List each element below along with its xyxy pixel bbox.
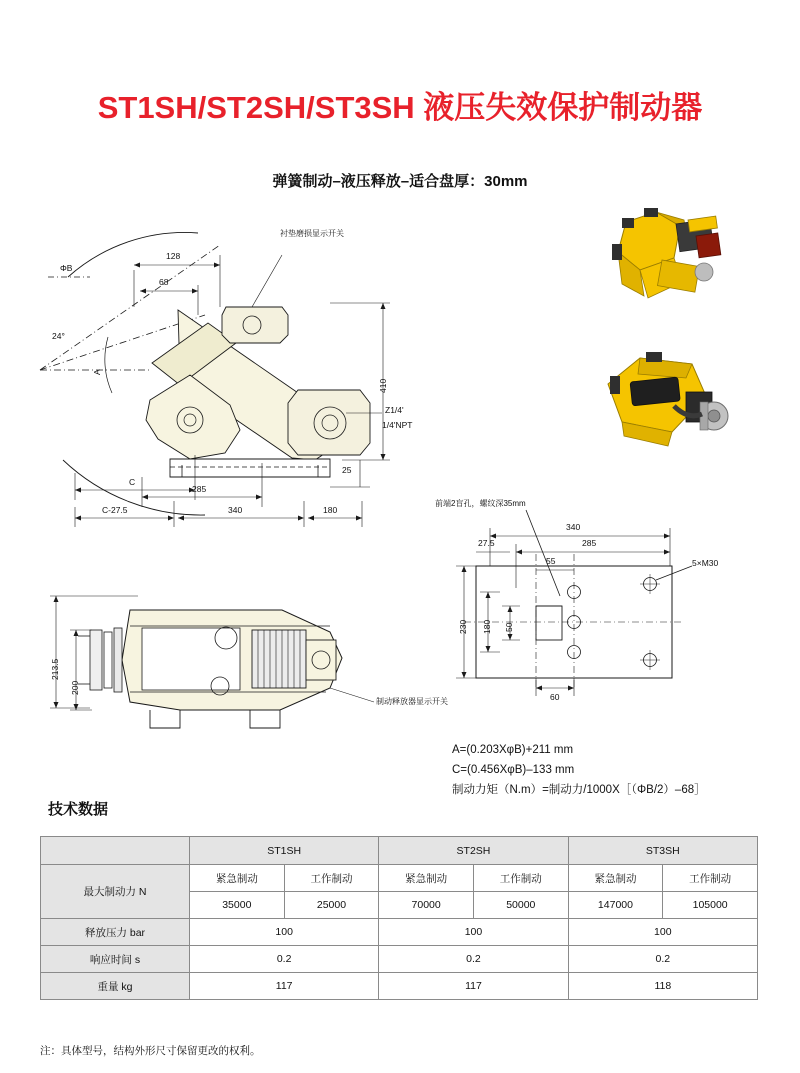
- table-row: [41, 919, 758, 946]
- value-st3sh-service: 105000: [663, 892, 758, 919]
- dim-25: 25: [342, 465, 352, 475]
- main-drawing: [30, 215, 450, 535]
- label-npt-bottom: 1/4'NPT: [382, 420, 413, 430]
- dim-mount-180: 180: [482, 619, 492, 634]
- tech-data-table: [40, 836, 758, 1000]
- dim-180: 180: [323, 505, 338, 515]
- dim-mount-50: 50: [504, 622, 514, 632]
- label-npt-top: Z1/4': [385, 405, 404, 415]
- label-pad-wear-switch: 衬垫磨损显示开关: [280, 229, 344, 238]
- mode-st2sh-service: 工作制动: [473, 865, 568, 892]
- product-photo-top: [588, 200, 738, 320]
- mode-st3sh-emergency: 紧急制动: [568, 865, 663, 892]
- mode-st1sh-service: 工作制动: [284, 865, 379, 892]
- value-st2sh-service: 50000: [473, 892, 568, 919]
- dim-mount-55: 55: [546, 556, 556, 566]
- mounting-pattern-drawing: [435, 488, 770, 708]
- label-release-switch: 制动释放器显示开关: [376, 697, 448, 706]
- label-blind-hole: 前端2盲孔，螺纹深35mm: [435, 499, 526, 508]
- footer-note: 注：具体型号，结构外形尺寸保留更改的权利。: [40, 1045, 261, 1057]
- row-label-weight: 重量 kg: [41, 973, 190, 1000]
- header-blank: [41, 837, 190, 865]
- value-st1sh-emergency: 35000: [190, 892, 285, 919]
- value-response-time-st1sh: 0.2: [190, 946, 379, 973]
- header-st1sh: ST1SH: [190, 837, 379, 865]
- dim-68: 68: [159, 277, 169, 287]
- value-release-pressure-st2sh: 100: [379, 919, 568, 946]
- value-st2sh-emergency: 70000: [379, 892, 474, 919]
- value-release-pressure-st1sh: 100: [190, 919, 379, 946]
- formula-torque: 制动力矩（N.m）=制动力/1000X［（ΦB/2）–68］: [452, 784, 706, 796]
- dim-angle-24: 24°: [52, 331, 65, 341]
- table-row: [41, 865, 758, 892]
- dim-213-5: 213.5: [50, 658, 60, 680]
- page-subtitle: 弹簧制动–液压释放–适合盘厚：30mm: [272, 173, 528, 190]
- product-photo-bottom: [588, 336, 738, 466]
- table-row: [41, 973, 758, 1000]
- header-st3sh: ST3SH: [568, 837, 757, 865]
- dim-c: C: [129, 477, 136, 487]
- value-weight-st2sh: 117: [379, 973, 568, 1000]
- label-5xm30: 5×M30: [692, 558, 719, 568]
- formula-a: A=(0.203XφB)+211 mm: [452, 744, 574, 756]
- row-label-release-pressure: 释放压力 bar: [41, 919, 190, 946]
- dim-phi-b: ΦB: [60, 263, 73, 273]
- value-st1sh-service: 25000: [284, 892, 379, 919]
- formula-block: [452, 740, 706, 800]
- table-row: [41, 946, 758, 973]
- dim-mount-285: 285: [582, 538, 597, 548]
- value-weight-st3sh: 118: [568, 973, 757, 1000]
- dim-128: 128: [166, 251, 181, 261]
- dim-mount-27-5: 27.5: [478, 538, 495, 548]
- dim-mount-340: 340: [566, 522, 581, 532]
- table-header-row: [41, 837, 758, 865]
- dim-410: 410: [378, 378, 388, 393]
- value-release-pressure-st3sh: 100: [568, 919, 757, 946]
- header-st2sh: ST2SH: [379, 837, 568, 865]
- dim-340: 340: [228, 505, 243, 515]
- value-st3sh-emergency: 147000: [568, 892, 663, 919]
- dim-200: 200: [70, 680, 80, 695]
- tech-data-title: 技术数据: [48, 801, 109, 818]
- value-response-time-st3sh: 0.2: [568, 946, 757, 973]
- mode-st3sh-service: 工作制动: [663, 865, 758, 892]
- formula-c: C=(0.456XφB)–133 mm: [452, 764, 575, 776]
- dim-mount-230: 230: [458, 619, 468, 634]
- page-title: ST1SH/ST2SH/ST3SH 液压失效保护制动器: [97, 90, 703, 125]
- mode-st1sh-emergency: 紧急制动: [190, 865, 285, 892]
- dim-c-27-5: C-27.5: [102, 505, 128, 515]
- dim-a: A: [92, 369, 102, 375]
- dim-285: 285: [192, 484, 207, 494]
- mode-st2sh-emergency: 紧急制动: [379, 865, 474, 892]
- row-label-response-time: 响应时间 s: [41, 946, 190, 973]
- front-view-drawing: [30, 570, 448, 735]
- value-weight-st1sh: 117: [190, 973, 379, 1000]
- row-label-max-force: 最大制动力 N: [41, 865, 190, 919]
- value-response-time-st2sh: 0.2: [379, 946, 568, 973]
- dim-mount-60: 60: [550, 692, 560, 702]
